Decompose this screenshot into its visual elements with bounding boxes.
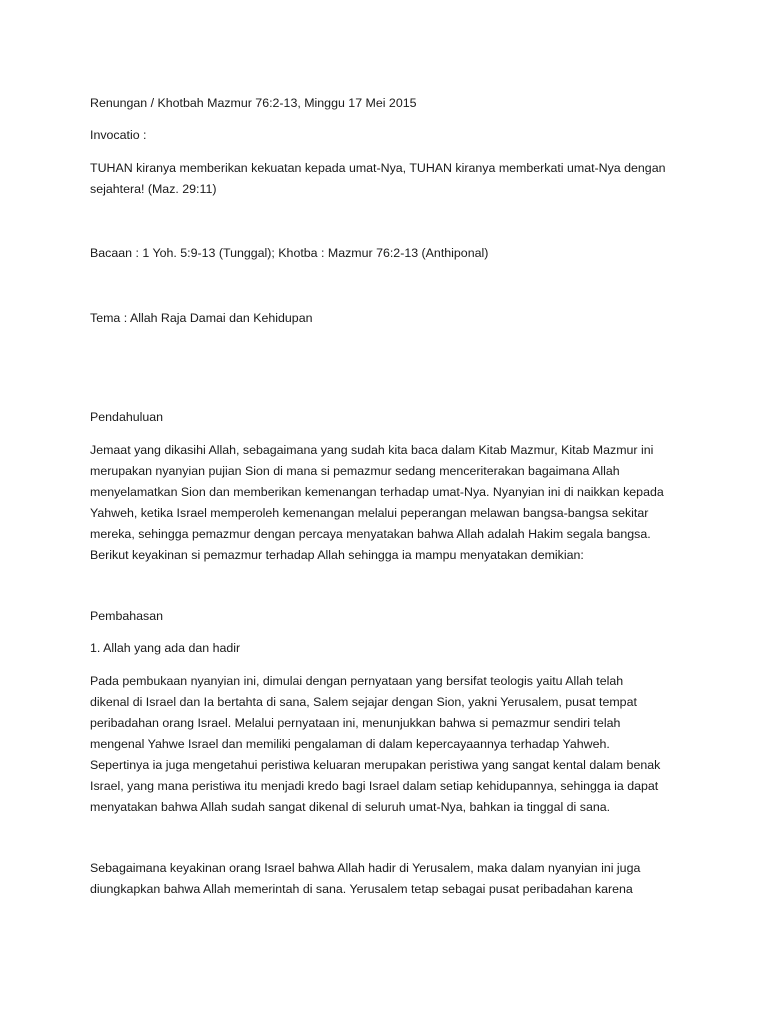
pendahuluan-heading: Pendahuluan <box>90 410 164 424</box>
tema-line: Tema : Allah Raja Damai dan Kehidupan <box>90 311 313 325</box>
document-heading: Renungan / Khotbah Mazmur 76:2-13, Minggu 17 Mei 2015 <box>90 96 417 110</box>
point1-heading: 1. Allah yang ada dan hadir <box>90 641 241 655</box>
point1-paragraph-2: Sebagaimana keyakinan orang Israel bahwa Allah hadir di Yerusalem, maka dalam nyanyian ini juga diungkapkan bahwa Allah memerintah di sana. Yerusalem tetap sebagai pusat peribadahan karena <box>90 861 641 896</box>
point1-paragraph: Pada pembukaan nyanyian ini, dimulai dengan pernyataan yang bersifat teologis yaitu Allah telah dikenal di Israel dan Ia bertahta di sana, Salem sejajar dengan Sion, yakni Yerusalem, pusat tempat peribadahan orang Israel. Melalui pernyataan ini, menunjukkan bahwa si pemazmur sendiri telah mengenal Yahwe Israel dan memiliki pengalaman di dalam kepercayaannya terhadap Yahweh. Sepertinya ia juga mengetahui peristiwa keluaran merupakan peristiwa yang sangat kental dalam benak Israel, yang mana peristiwa itu menjadi kredo bagi Israel dalam setiap kehidupannya, sehingga ia dapat menyatakan bahwa Allah sudah sangat dikenal di seluruh umat-Nya, bahkan ia tinggal di sana. <box>90 674 661 814</box>
pendahuluan-paragraph: Jemaat yang dikasihi Allah, sebagaimana yang sudah kita baca dalam Kitab Mazmur, Kitab Mazmur ini merupakan nyanyian pujian Sion di mana si pemazmur sedang menceriterakan bagaimana Allah menyelamatkan Sion dan memberikan kemenangan terhadap umat-Nya. Nyanyian ini di naikkan kepada Yahweh, ketika Israel memperoleh kemenangan melalui peperangan melawan bangsa-bangsa sekitar mereka, sehingga pemazmur dengan percaya menyatakan bahwa Allah adalah Hakim segala bangsa. Berikut keyakinan si pemazmur terhadap Allah sehingga ia mampu menyatakan demikian: <box>90 443 664 562</box>
invocatio-text: TUHAN kiranya memberikan kekuatan kepada umat-Nya, TUHAN kiranya memberkati umat-Nya dengan sejahtera! (Maz. 29:11) <box>90 161 666 196</box>
pembahasan-heading: Pembahasan <box>90 609 164 623</box>
invocatio-label: Invocatio : <box>90 128 147 142</box>
bacaan-line: Bacaan : 1 Yoh. 5:9-13 (Tunggal); Khotba : Mazmur 76:2-13 (Anthiponal) <box>90 246 489 260</box>
